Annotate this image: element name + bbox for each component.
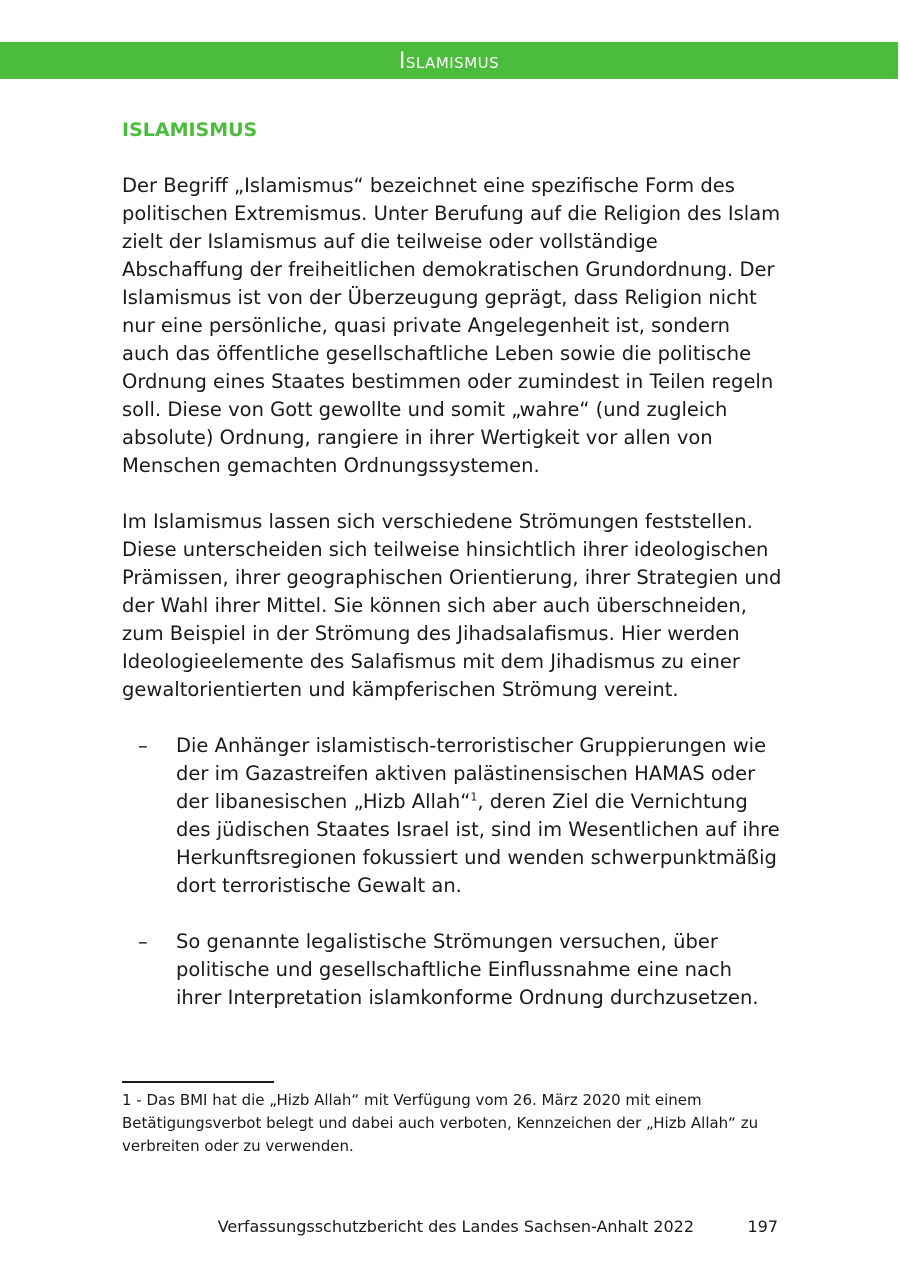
footnote: 1 - Das BMI hat die „Hizb Allah“ mit Verfügung vom 26. März 2020 mit einem Betätigungsverbot belegt und dabei auch verboten, Kennzeichen der „Hizb Allah“ zu verbreiten oder zu verwenden. (122, 1091, 759, 1155)
paragraph-currents: Im Islamismus lassen sich verschiedene Strömungen feststellen. Diese unterscheiden sich teilweise hinsichtlich ihrer ideologischen Prämissen, ihrer geographischen Orientierung, ihrer Strategien und der Wahl ihrer Mittel. Sie können sich aber auch überschneiden, zum Beispiel in der Strömung des Jihadsalafismus. Hier werden Ideologieelemente des Salafismus mit dem Jihadismus zu einer gewaltorientierten und kämpferischen Strömung vereint. (122, 510, 782, 701)
section-heading: ISLAMISMUS (122, 119, 258, 141)
footer-publication-title: Verfassungsschutzbericht des Landes Sachsen-Anhalt 2022 (217, 1217, 694, 1236)
page-content (122, 116, 782, 1012)
currents-list (122, 732, 782, 1012)
list-item (122, 928, 782, 1012)
footnote-divider (122, 1081, 274, 1083)
chapter-title: Islamismus (398, 49, 500, 74)
bullet-dash: – (138, 930, 148, 953)
page-number: 197 (747, 1217, 778, 1236)
list-item-text-start: Die Anhänger islamistisch-terroristischer Gruppierungen wie der im Gazastreifen aktiven palästinensischen HAMAS oder der libanesischen „Hizb Allah“ (176, 734, 767, 813)
list-item-text: So genannte legalistische Strömungen versuchen, über politische und gesellschaftliche Einflussnahme eine nach ihrer Interpretation islamkonforme Ordnung durchzusetzen. (176, 930, 759, 1009)
chapter-header-bar (0, 42, 898, 79)
paragraph-definition: Der Begriff „Islamismus“ bezeichnet eine spezifische Form des politischen Extremismus. Unter Berufung auf die Religion des Islam zielt der Islamismus auf die teilweise oder vollständige Abschaffung der freiheitlichen demokratischen Grundordnung. Der Islamismus ist von der Überzeugung geprägt, dass Religion nicht nur eine persönliche, quasi private Angelegenheit ist, sondern auch das öffentliche gesellschaftliche Leben sowie die politische Ordnung eines Staates bestimmen oder zumindest in Teilen regeln soll. Diese von Gott gewollte und somit „wahre“ (und zugleich absolute) Ordnung, rangiere in ihrer Wertigkeit vor allen von Menschen gemachten Ordnungssystemen. (122, 174, 781, 477)
bullet-dash: – (138, 734, 148, 757)
footnote-reference[interactable]: 1 (470, 790, 478, 804)
list-item (122, 732, 782, 900)
list-item-text-end: , deren Ziel die Vernichtung des jüdischen Staates Israel ist, sind im Wesentlichen auf ihre Herkunftsregionen fokussiert und wenden schwerpunktmäßig dort terroristische Gewalt an. (176, 790, 780, 897)
